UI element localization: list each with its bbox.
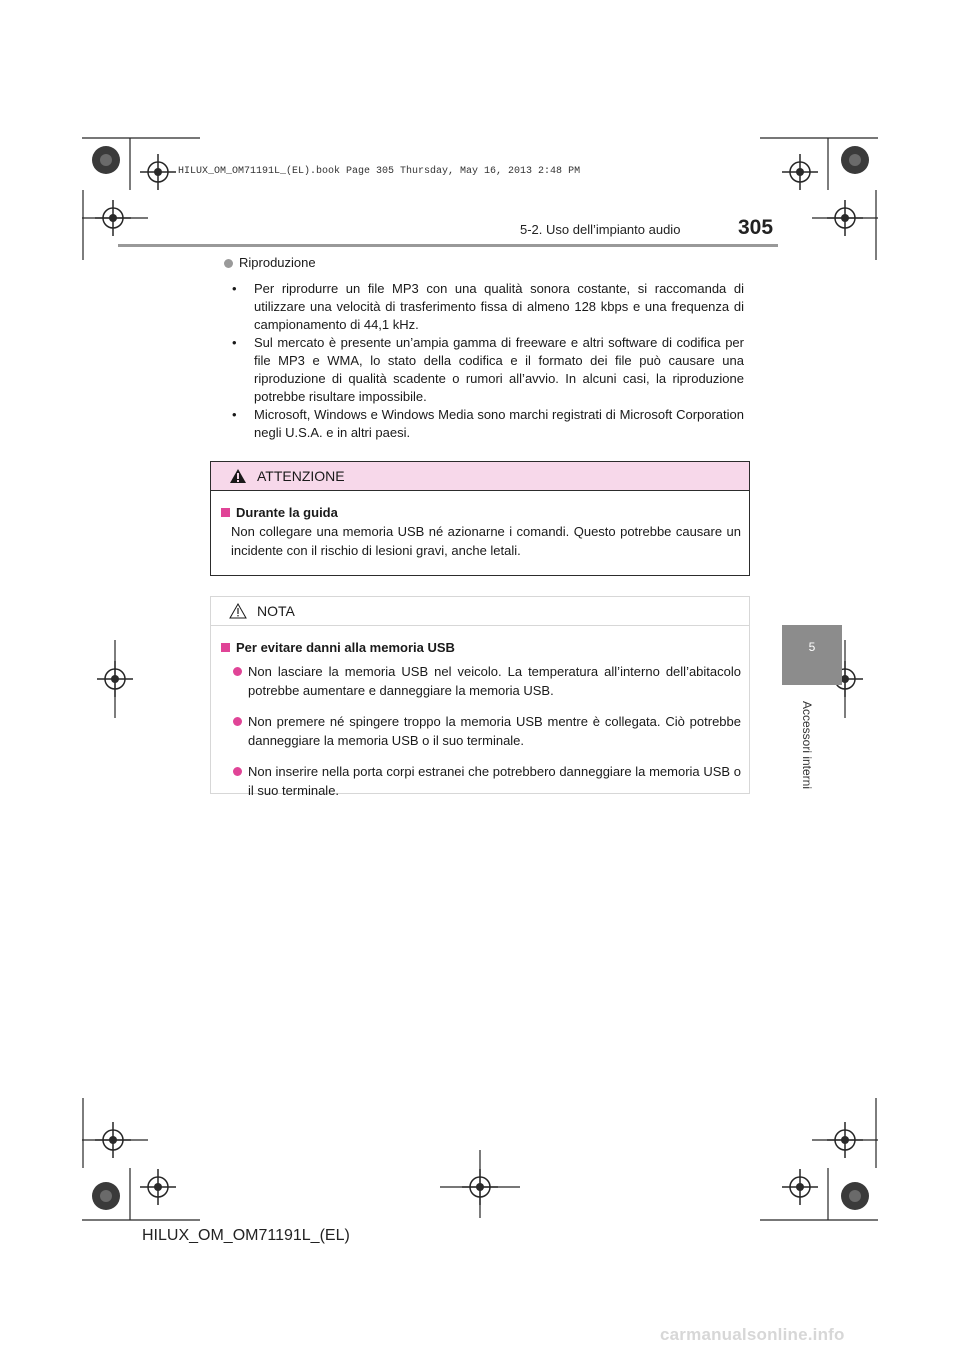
list-item bbox=[233, 762, 741, 800]
note-box bbox=[210, 596, 750, 798]
section-title: 5-2. Uso dell’impianto audio bbox=[520, 222, 681, 237]
note-subheading-text: Per evitare danni alla memoria USB bbox=[236, 640, 455, 655]
pink-dot-icon bbox=[233, 767, 242, 776]
warning-icon bbox=[229, 468, 247, 484]
print-info: HILUX_OM_OM71191L_(EL).book Page 305 Thursday, May 16, 2013 2:48 PM bbox=[178, 166, 581, 177]
bullet-dot-icon bbox=[224, 259, 233, 268]
warning-subheading bbox=[221, 503, 741, 522]
list-item bbox=[233, 662, 741, 700]
note-body bbox=[211, 626, 749, 824]
list-item: • Per riprodurre un file MP3 con una qualità sonora costante, si raccomanda di utilizzare una velocità di trasferimento fissa di almeno 128 kbps e una frequenza di campionamento di 44,1 kHz. bbox=[232, 280, 744, 334]
list-item: • Microsoft, Windows e Windows Media sono marchi registrati di Microsoft Corporation negli U.S.A. e in altri paesi. bbox=[232, 406, 744, 442]
warning-text: Non collegare una memoria USB né azionarne i comandi. Questo potrebbe causare un incidente con il rischio di lesioni gravi, anche letali. bbox=[231, 524, 741, 558]
bullet-list bbox=[224, 280, 744, 442]
note-header bbox=[211, 597, 749, 626]
chapter-tab[interactable] bbox=[782, 625, 842, 685]
header-rule bbox=[118, 244, 778, 247]
warning-header bbox=[211, 462, 749, 491]
note-title: NOTA bbox=[257, 603, 295, 619]
pink-dot-icon bbox=[233, 667, 242, 676]
pink-dot-icon bbox=[233, 717, 242, 726]
note-item-text: Non premere né spingere troppo la memoria USB mentre è collegata. Ciò potrebbe danneggiare la memoria USB o il suo terminale. bbox=[248, 714, 741, 748]
chapter-label: Accessori interni bbox=[800, 700, 814, 790]
note-subheading bbox=[221, 638, 741, 657]
warning-body bbox=[211, 491, 749, 572]
chapter-number: 5 bbox=[808, 640, 816, 654]
note-item-text: Non inserire nella porta corpi estranei che potrebbero danneggiare la memoria USB o il suo terminale. bbox=[248, 764, 741, 798]
warning-title: ATTENZIONE bbox=[257, 468, 345, 484]
section-heading-text: Riproduzione bbox=[239, 255, 316, 270]
warning-subheading-text: Durante la guida bbox=[236, 505, 338, 520]
footer-code: HILUX_OM_OM71191L_(EL) bbox=[142, 1227, 350, 1244]
list-item: • Sul mercato è presente un’ampia gamma di freeware e altri software di codifica per file MP3 e WMA, lo stato della codifica e il formato dei file può causare una riproduzione di qualità scadente o rumori all’avvio. In alcuni casi, la riproduzione potrebbe risultare impossibile. bbox=[232, 334, 744, 406]
main-content bbox=[224, 254, 744, 442]
section-heading bbox=[224, 254, 744, 272]
square-bullet-icon bbox=[221, 643, 230, 652]
caution-outline-icon bbox=[229, 603, 247, 619]
page-number: 305 bbox=[738, 216, 774, 239]
warning-box bbox=[210, 461, 750, 576]
watermark: carmanualsonline.info bbox=[660, 1325, 845, 1344]
note-item-text: Non lasciare la memoria USB nel veicolo. La temperatura all’interno dell’abitacolo potrebbe aumentare e danneggiare la memoria USB. bbox=[248, 664, 741, 698]
list-item bbox=[233, 712, 741, 750]
square-bullet-icon bbox=[221, 508, 230, 517]
